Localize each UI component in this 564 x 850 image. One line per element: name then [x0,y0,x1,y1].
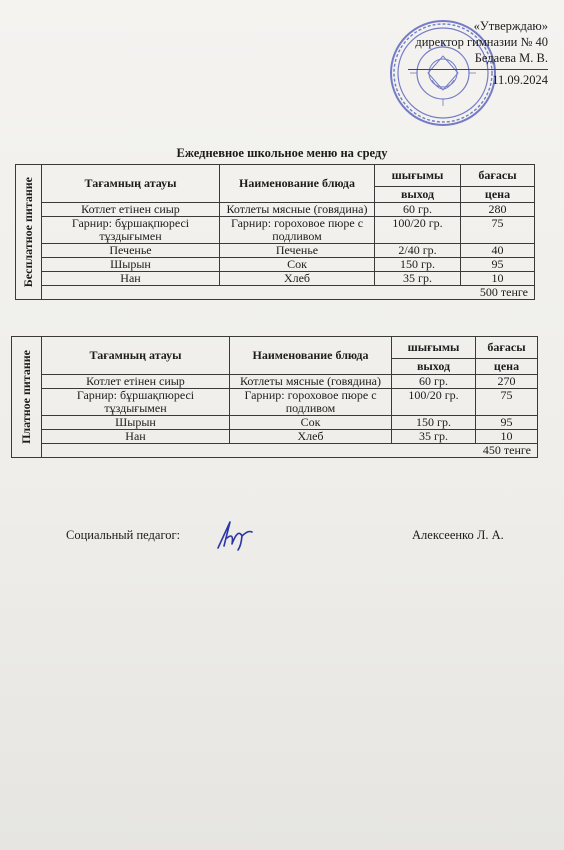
dish-name-kz: Гарнир: бұршақпюресі тұздығымен [42,217,220,244]
dish-name-ru: Сок [230,416,392,430]
footer-role: Социальный педагог: [66,528,181,542]
header-price-ru: цена [461,187,535,203]
footer-name: Алексеенко Л. А. [412,528,504,542]
dish-yield: 150 гр. [375,258,461,272]
dish-price: 75 [461,217,535,244]
free-meal-side-label: Бесплатное питание [16,165,42,300]
dish-name-kz: Печенье [42,244,220,258]
dish-yield: 35 гр. [392,430,476,444]
header-yield-kz: шығымы [375,165,461,187]
dish-name-ru: Сок [220,258,375,272]
dish-name-kz: Шырын [42,416,230,430]
dish-name-kz: Шырын [42,258,220,272]
dish-name-kz: Гарнир: бұршақпюресі тұздығымен [42,389,230,416]
table-row [12,389,538,416]
approval-name: Бедаева М. В. [474,51,548,65]
dish-price: 40 [461,244,535,258]
approval-title: «Утверждаю» [473,19,548,33]
dish-price: 280 [461,203,535,217]
paid-meal-total: 450 тенге [42,444,538,458]
dish-price: 270 [476,375,538,389]
dish-price: 95 [461,258,535,272]
table-row [12,416,538,430]
dish-price: 10 [461,272,535,286]
header-yield-ru: выход [392,359,476,375]
dish-price: 95 [476,416,538,430]
free-meal-table [15,164,535,300]
dish-price: 75 [476,389,538,416]
dish-price: 10 [476,430,538,444]
dish-yield: 35 гр. [375,272,461,286]
dish-name-kz: Нан [42,430,230,444]
table-row [16,244,535,258]
header-yield-ru: выход [375,187,461,203]
handwritten-signature-icon [208,518,258,552]
header-name-kz: Тағамның атауы [42,165,220,203]
dish-yield: 100/20 гр. [375,217,461,244]
approval-position: директор гимназии № 40 [415,35,548,49]
table-row [16,258,535,272]
dish-yield: 2/40 гр. [375,244,461,258]
header-name-kz: Тағамның атауы [42,337,230,375]
dish-name-ru: Хлеб [230,430,392,444]
dish-yield: 100/20 гр. [392,389,476,416]
dish-yield: 150 гр. [392,416,476,430]
dish-name-kz: Котлет етінен сиыр [42,203,220,217]
table-row [12,375,538,389]
header-yield-kz: шығымы [392,337,476,359]
header-name-ru: Наименование блюда [230,337,392,375]
dish-name-ru: Котлеты мясные (говядина) [220,203,375,217]
header-price-kz: бағасы [461,165,535,187]
paid-meal-side-label: Платное питание [12,337,42,458]
table-row [12,430,538,444]
dish-name-kz: Нан [42,272,220,286]
table-row [16,217,535,244]
dish-name-ru: Гарнир: гороховое пюре с подливом [220,217,375,244]
dish-name-ru: Хлеб [220,272,375,286]
approval-block [398,18,548,88]
paid-meal-table [11,336,538,458]
menu-title: Ежедневное школьное меню на среду [176,146,388,160]
table-row [16,203,535,217]
table-row [16,272,535,286]
header-name-ru: Наименование блюда [220,165,375,203]
dish-name-ru: Котлеты мясные (говядина) [230,375,392,389]
dish-yield: 60 гр. [375,203,461,217]
dish-name-kz: Котлет етінен сиыр [42,375,230,389]
dish-name-ru: Печенье [220,244,375,258]
dish-yield: 60 гр. [392,375,476,389]
approval-date: 11.09.2024 [492,73,548,87]
free-meal-total: 500 тенге [42,286,535,300]
approval-divider [408,69,548,70]
header-price-ru: цена [476,359,538,375]
header-price-kz: бағасы [476,337,538,359]
dish-name-ru: Гарнир: гороховое пюре с подливом [230,389,392,416]
